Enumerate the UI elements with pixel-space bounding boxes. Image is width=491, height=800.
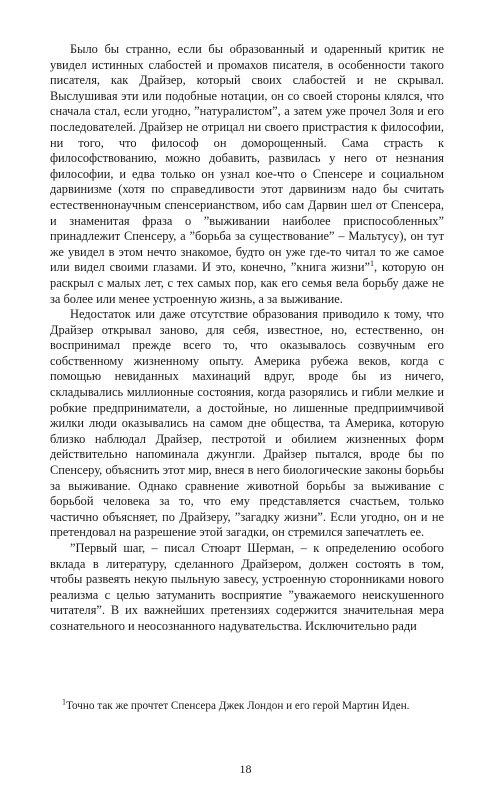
page-number: 18 bbox=[239, 762, 252, 776]
footnote bbox=[50, 699, 444, 713]
paragraph-3: ”Первый шаг, – писал Стюарт Шерман, – к определению особого вклада в литературу, сделанного Драйзером, должен состоять в том, чтобы развеять некую пыльную завесу, устроенную сторонниками нового реализма с целью затуманить восприятие ”уважаемого неискушенного читателя”. В их важнейших претензиях содержится значительная мера сознательного и неосознанного надувательства. Исключительно ради bbox=[50, 541, 444, 633]
footnote-reference: 1 bbox=[370, 259, 374, 269]
paragraph-1-text: Было бы странно, если бы образованный и одаренный критик не увидел истинных слабостей и промахов писателя, в особенности такого писателя, как Драйзер, который своих слабостей и не скрывал. Выслушивая эти или подобные нотации, он со своей стороны клялся, что сначала стал, если угодно, ”натуралистом”, а затем уже прочел Золя и его последователей. Драйзер не отрицал ни своего пристрастия к философии, ни того, что философ он доморощенный. Сама страсть к философствованию, можно добавить, развилась у него от незнания философии, и едва только он узнал кое-что о Спенсере и социальном дарвинизме (хотя по справедливости этот дарвинизм надо бы считать естественнонаучным спенсерианством, ибо сам Дарвин шел от Спенсера, и знаменитая фраза о ”выживании наиболее приспособленных” принадлежит Спенсеру, а ”борьба за существование” – Мальтусу), он тут же увидел в этом нечто знакомое, будто он уже где-то читал то же самое или видел своими глазами. И это, конечно, ”книга жизни” bbox=[50, 42, 444, 275]
footnote-mark: 1 bbox=[62, 697, 66, 707]
paragraph-2: Недостаток или даже отсутствие образования приводило к тому, что Драйзер открывал заново, для себя, известное, но, естественно, он воспринимал прежде всего то, что оказывалось созвучным его собственному жизненному опыту. Америка рубежа веков, когда с помощью невиданных махинаций вдруг, вроде бы из ничего, складывались миллионные состояния, когда разорялись и гибли мелкие и робкие предприниматели, а достойные, но лишенные предприимчивой жилки люди оказывались на самом дне общества, та Америка, которую близко наблюдал Драйзер, пестротой и обилием жизненных форм действительно напоминала джунгли. Драйзер пытался, вроде бы по Спенсеру, объяснить этот мир, внеся в него биологические законы борьбы за выживание. Однако сравнение животной борьбы за выживание с борьбой человека за то, что ему представляется счастьем, только частично объясняет, по Драйзеру, ”загадку жизни”. Если угодно, он и не претендовал на разрешение этой загадки, он стремился запечатлеть ее. bbox=[50, 307, 444, 540]
footnote-text: Точно так же прочтет Спенсера Джек Лондон и его герой Мартин Иден. bbox=[66, 700, 410, 712]
main-text bbox=[50, 42, 444, 635]
paragraph-1 bbox=[50, 42, 444, 307]
paragraph-1-continuation: , которую он раскрыл с малых лет, с тех самых пор, как его семья вела борьбу даже не за более или менее устроенную жизнь, а за выживание. bbox=[50, 260, 444, 306]
